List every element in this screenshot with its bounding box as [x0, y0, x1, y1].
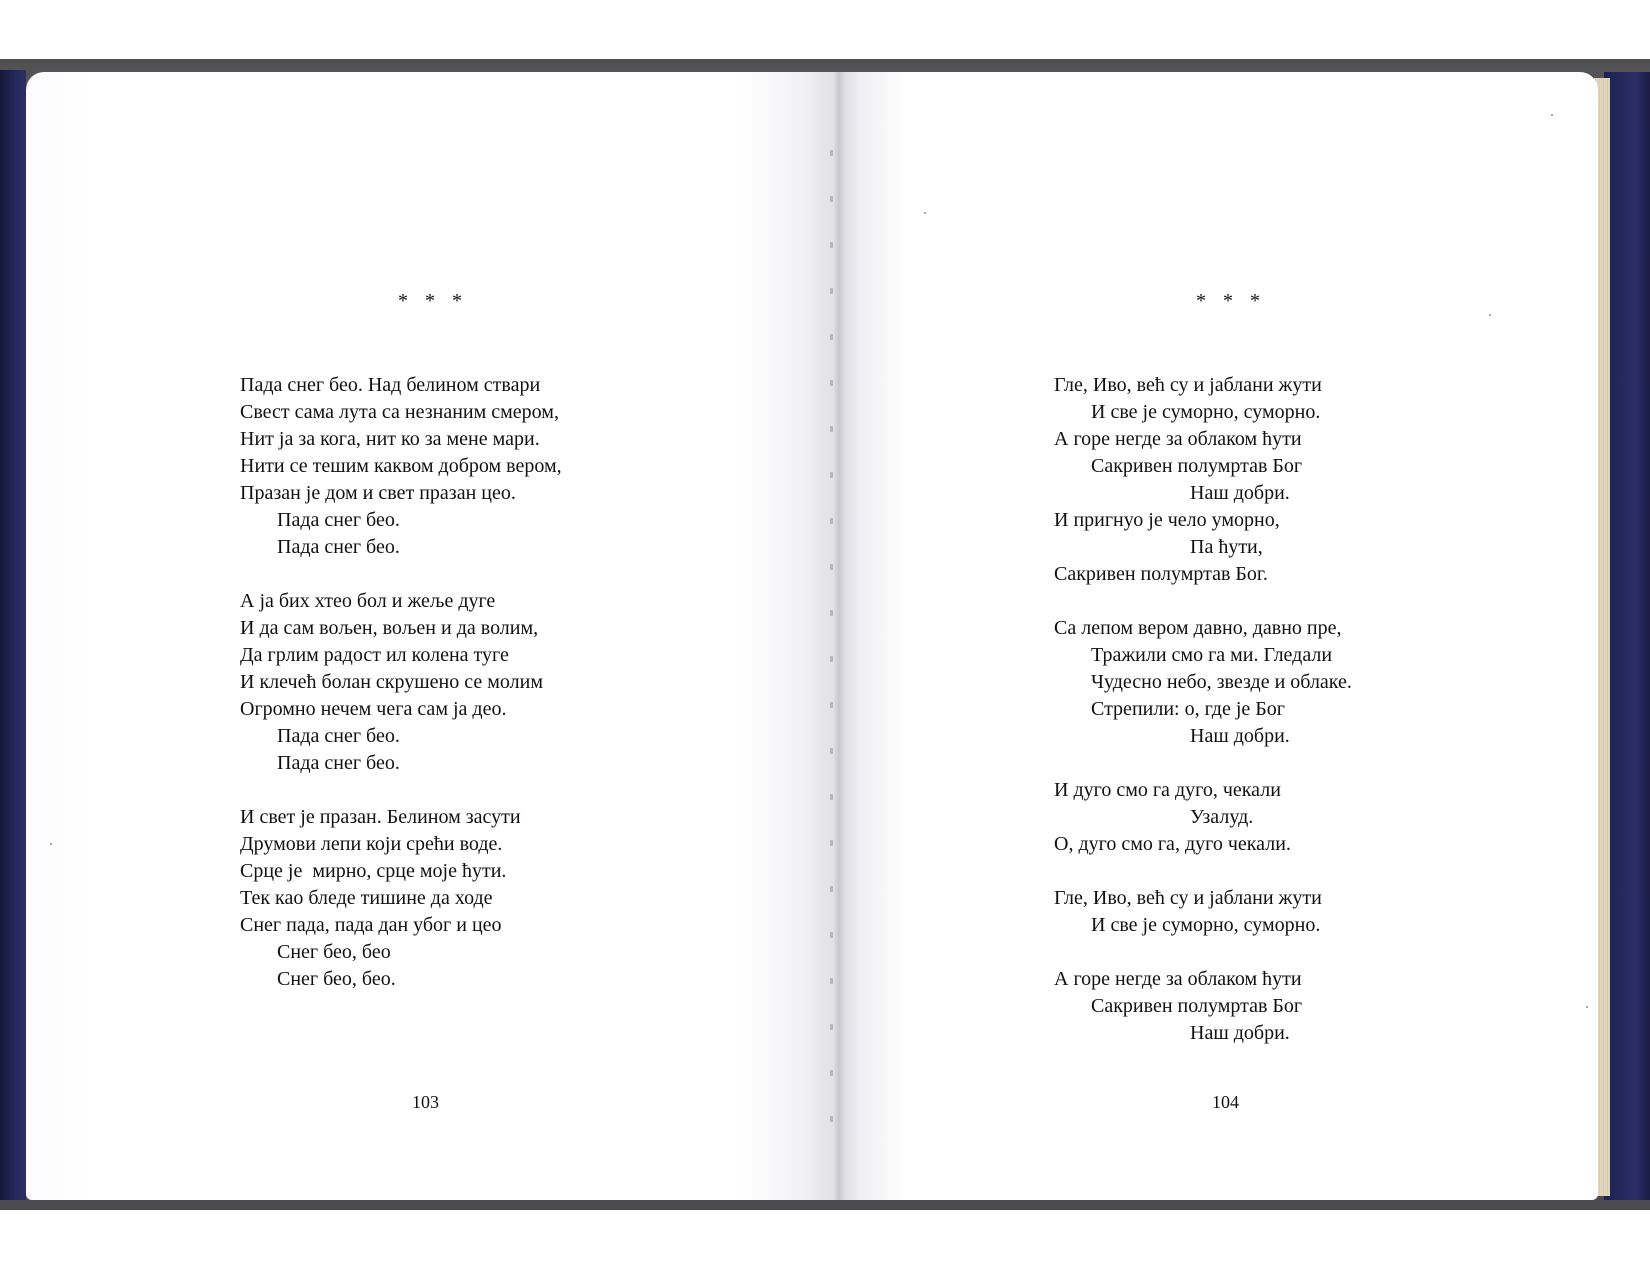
- poem-line: Пада снег бео.: [277, 725, 400, 747]
- poem-line: Узалуд.: [1190, 806, 1254, 828]
- stanza-break: [1054, 939, 1352, 966]
- right-page-poem: [1054, 372, 1352, 1047]
- poem-line: Стрепили: о, где је Бог: [1091, 698, 1285, 720]
- stanza-break: [1054, 588, 1352, 615]
- poem-line: Тражили смо га ми. Гледали: [1091, 644, 1333, 666]
- poem-line: Пада снег бео.: [277, 536, 400, 558]
- binding-stitch: [830, 748, 833, 754]
- right-page-number: 104: [1212, 1092, 1239, 1112]
- binding-stitch: [830, 288, 833, 294]
- poem-line: Огромно нечем чега сам ја део.: [240, 698, 507, 720]
- binding-stitch: [830, 380, 833, 386]
- poem-line: И дуго смо га дуго, чекали: [1054, 779, 1281, 801]
- poem-line: Свест сама лута са незнаним смером,: [240, 401, 559, 423]
- poem-line: Сакривен полумртав Бог.: [1054, 563, 1268, 585]
- poem-line: И све је суморно, суморно.: [1091, 914, 1321, 936]
- binding-stitch: [830, 518, 833, 524]
- poem-line: Снег бео, бео.: [277, 968, 396, 990]
- binding-stitch: [830, 564, 833, 570]
- binding-stitch: [830, 242, 833, 248]
- left-page-ornament: * * *: [398, 290, 468, 312]
- poem-line: И да сам вољен, вољен и да волим,: [240, 617, 539, 639]
- binding-stitch: [830, 1024, 833, 1030]
- poem-line: Наш добри.: [1190, 1022, 1290, 1044]
- poem-line: Пада снег бео.: [277, 752, 400, 774]
- stanza-break: [240, 561, 562, 588]
- poem-line: Гле, Иво, већ су и јаблани жути: [1054, 887, 1322, 909]
- poem-line: Нити се тешим каквом добром вером,: [240, 455, 562, 477]
- left-page-poem: [240, 372, 562, 993]
- binding-stitch: [830, 1116, 833, 1122]
- poem-line: Друмови лепи који срећи воде.: [240, 833, 503, 855]
- scan-speck: [924, 212, 926, 214]
- binding-stitch: [830, 334, 833, 340]
- poem-line: А ја бих хтео бол и жеље дуге: [240, 590, 496, 612]
- scan-speck: [1586, 1006, 1588, 1008]
- binding-stitch: [830, 656, 833, 662]
- poem-line: Да грлим радост ил колена туге: [240, 644, 509, 666]
- poem-line: О, дуго смо га, дуго чекали.: [1054, 833, 1291, 855]
- poem-line: А горе негде за облаком ћути: [1054, 428, 1302, 450]
- binding-stitch: [830, 978, 833, 984]
- poem-line: И пригнуо је чело уморно,: [1054, 509, 1280, 531]
- poem-line: Сакривен полумртав Бог: [1091, 995, 1303, 1017]
- poem-line: Нит ја за кога, нит ко за мене мари.: [240, 428, 540, 450]
- binding-stitch: [830, 886, 833, 892]
- right-page-ornament: * * *: [1196, 290, 1266, 312]
- stanza-break: [1054, 858, 1352, 885]
- binding-stitch: [830, 932, 833, 938]
- cover-right-edge: [1604, 72, 1650, 1200]
- poem-line: Празан је дом и свет празан цео.: [240, 482, 516, 504]
- poem-line: Наш добри.: [1190, 482, 1290, 504]
- poem-line: Чудесно небо, звезде и облаке.: [1091, 671, 1352, 693]
- binding-stitch: [830, 1070, 833, 1076]
- poem-line: А горе негде за облаком ћути: [1054, 968, 1302, 990]
- poem-line: Сакривен полумртав Бог: [1091, 455, 1303, 477]
- cover-left-edge: [0, 70, 26, 1200]
- poem-line: Наш добри.: [1190, 725, 1290, 747]
- poem-line: И свет је празан. Белином засути: [240, 806, 521, 828]
- binding-stitch: [830, 472, 833, 478]
- binding-stitch: [830, 702, 833, 708]
- scan-speck: [1551, 114, 1553, 116]
- book-gutter: [832, 72, 846, 1200]
- scan-speck: [1489, 314, 1491, 316]
- poem-line: Пада снег бео.: [277, 509, 400, 531]
- poem-line: Па ћути,: [1190, 536, 1263, 558]
- poem-line: И клечећ болан скрушено се молим: [240, 671, 543, 693]
- left-page-number: 103: [412, 1092, 439, 1112]
- poem-line: Срце је мирно, срце моје ћути.: [240, 860, 507, 882]
- poem-line: И све је суморно, суморно.: [1091, 401, 1321, 423]
- poem-line: Снег бео, бео: [277, 941, 391, 963]
- stanza-break: [1054, 750, 1352, 777]
- binding-stitch: [830, 196, 833, 202]
- poem-line: Снег пада, пада дан убог и цео: [240, 914, 502, 936]
- binding-stitch: [830, 150, 833, 156]
- stanza-break: [240, 777, 562, 804]
- poem-line: Гле, Иво, већ су и јаблани жути: [1054, 374, 1322, 396]
- poem-line: Пада снег бео. Над белином ствари: [240, 374, 541, 396]
- binding-stitch: [830, 426, 833, 432]
- scan-speck: [50, 843, 52, 845]
- poem-line: Са лепом вером давно, давно пре,: [1054, 617, 1342, 639]
- binding-stitch: [830, 610, 833, 616]
- binding-stitch: [830, 840, 833, 846]
- poem-line: Тек као бледе тишине да ходе: [240, 887, 493, 909]
- binding-stitch: [830, 794, 833, 800]
